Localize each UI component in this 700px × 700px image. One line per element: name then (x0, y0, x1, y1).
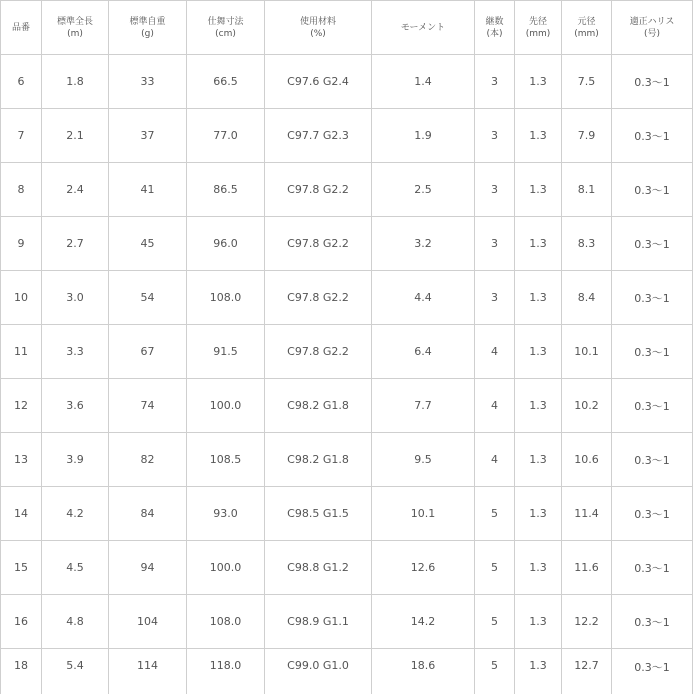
table-cell: C98.5 G1.5 (265, 487, 372, 541)
table-row (1, 217, 693, 271)
table-cell: 7.7 (372, 379, 475, 433)
table-row (1, 109, 693, 163)
table-cell: 4.8 (42, 595, 109, 649)
table-cell: 118.0 (187, 649, 265, 695)
table-cell: C98.2 G1.8 (265, 433, 372, 487)
table-row (1, 649, 693, 695)
table-cell: 3 (475, 109, 515, 163)
header-text: (mm) (525, 28, 551, 39)
table-row (1, 433, 693, 487)
table-cell: 37 (109, 109, 187, 163)
table-cell: 4.5 (42, 541, 109, 595)
table-cell: 1.3 (515, 163, 562, 217)
table-cell: 10.1 (372, 487, 475, 541)
table-cell: 10.6 (562, 433, 612, 487)
table-cell: 5 (475, 541, 515, 595)
header-text: 標準自重 (129, 16, 166, 27)
header-text: (m) (67, 28, 83, 39)
table-cell: 1.3 (515, 379, 562, 433)
table-row (1, 163, 693, 217)
table-cell: C97.8 G2.2 (265, 163, 372, 217)
header-text: 元径 (577, 16, 596, 27)
table-cell: C98.9 G1.1 (265, 595, 372, 649)
header-text: 継数 (485, 16, 504, 27)
table-cell: 1.3 (515, 325, 562, 379)
table-cell: 1.3 (515, 109, 562, 163)
table-cell: 108.0 (187, 271, 265, 325)
table-cell: C98.8 G1.2 (265, 541, 372, 595)
table-cell: 3.6 (42, 379, 109, 433)
table-row (1, 379, 693, 433)
table-cell: 0.3〜1 (612, 379, 693, 433)
table-cell: 3.9 (42, 433, 109, 487)
table-cell: 0.3〜1 (612, 487, 693, 541)
header-text: 適正ハリス (629, 16, 675, 27)
table-cell: 1.8 (42, 55, 109, 109)
header-text: 品番 (11, 22, 30, 33)
table-cell: 12.2 (562, 595, 612, 649)
table-cell: 0.3〜1 (612, 163, 693, 217)
table-cell: 10.1 (562, 325, 612, 379)
table-cell: 0.3〜1 (612, 541, 693, 595)
table-cell: 10.2 (562, 379, 612, 433)
spec-table-header (1, 1, 693, 55)
table-cell: 11.4 (562, 487, 612, 541)
spec-table-body (1, 55, 693, 695)
table-cell: 45 (109, 217, 187, 271)
table-cell: 8.1 (562, 163, 612, 217)
table-row (1, 325, 693, 379)
table-cell: 11 (1, 325, 42, 379)
table-cell: 4 (475, 433, 515, 487)
table-cell: 94 (109, 541, 187, 595)
table-cell: 0.3〜1 (612, 55, 693, 109)
header-text: (号) (643, 28, 661, 39)
table-cell: 4 (475, 379, 515, 433)
header-row (1, 1, 693, 55)
table-cell: 12.6 (372, 541, 475, 595)
table-cell: 1.3 (515, 271, 562, 325)
header-text: (cm) (215, 28, 236, 39)
table-cell: 8.4 (562, 271, 612, 325)
table-cell: 15 (1, 541, 42, 595)
table-cell: 8.3 (562, 217, 612, 271)
table-row (1, 487, 693, 541)
table-cell: 3.3 (42, 325, 109, 379)
table-cell: 13 (1, 433, 42, 487)
header-line-size (612, 1, 693, 55)
header-base-diameter (562, 1, 612, 55)
table-cell: 0.3〜1 (612, 271, 693, 325)
table-cell: 5 (475, 649, 515, 695)
table-row (1, 55, 693, 109)
header-closed-length (187, 1, 265, 55)
table-cell: 2.1 (42, 109, 109, 163)
table-cell: 9.5 (372, 433, 475, 487)
header-length (42, 1, 109, 55)
table-cell: 14 (1, 487, 42, 541)
table-cell: 9 (1, 217, 42, 271)
table-cell: 7.5 (562, 55, 612, 109)
table-cell: 1.3 (515, 217, 562, 271)
table-cell: 91.5 (187, 325, 265, 379)
table-cell: 82 (109, 433, 187, 487)
table-cell: 1.3 (515, 541, 562, 595)
table-cell: 3 (475, 163, 515, 217)
header-material (265, 1, 372, 55)
table-cell: C97.7 G2.3 (265, 109, 372, 163)
table-cell: 0.3〜1 (612, 649, 693, 695)
table-cell: 96.0 (187, 217, 265, 271)
table-cell: 1.3 (515, 433, 562, 487)
header-text: 標準全長 (56, 16, 93, 27)
table-cell: 16 (1, 595, 42, 649)
table-cell: 8 (1, 163, 42, 217)
table-cell: 14.2 (372, 595, 475, 649)
table-cell: 18.6 (372, 649, 475, 695)
table-cell: 7 (1, 109, 42, 163)
table-cell: 104 (109, 595, 187, 649)
table-cell: 4 (475, 325, 515, 379)
table-cell: 114 (109, 649, 187, 695)
table-cell: 0.3〜1 (612, 325, 693, 379)
header-text: (本) (486, 28, 503, 39)
header-text: 先径 (528, 16, 547, 27)
table-cell: 100.0 (187, 541, 265, 595)
table-cell: 84 (109, 487, 187, 541)
table-row (1, 541, 693, 595)
table-cell: 10 (1, 271, 42, 325)
table-cell: C97.8 G2.2 (265, 271, 372, 325)
header-moment (372, 1, 475, 55)
table-row (1, 595, 693, 649)
table-cell: 0.3〜1 (612, 217, 693, 271)
table-cell: C99.0 G1.0 (265, 649, 372, 695)
table-cell: 3 (475, 55, 515, 109)
table-cell: 100.0 (187, 379, 265, 433)
table-cell: 108.5 (187, 433, 265, 487)
header-text: (mm) (574, 28, 599, 39)
table-cell: 67 (109, 325, 187, 379)
table-cell: 66.5 (187, 55, 265, 109)
table-cell: 3 (475, 271, 515, 325)
table-cell: 0.3〜1 (612, 433, 693, 487)
table-cell: 93.0 (187, 487, 265, 541)
header-text: 仕舞寸法 (207, 16, 244, 27)
table-cell: 6.4 (372, 325, 475, 379)
table-cell: 12 (1, 379, 42, 433)
table-cell: C97.6 G2.4 (265, 55, 372, 109)
table-cell: C97.8 G2.2 (265, 217, 372, 271)
table-cell: 3 (475, 217, 515, 271)
table-cell: 86.5 (187, 163, 265, 217)
table-row (1, 271, 693, 325)
table-cell: 7.9 (562, 109, 612, 163)
header-text: モーメント (400, 22, 446, 33)
table-cell: 1.3 (515, 649, 562, 695)
header-weight (109, 1, 187, 55)
header-text: (%) (310, 28, 326, 39)
table-cell: C97.8 G2.2 (265, 325, 372, 379)
table-cell: 1.3 (515, 595, 562, 649)
table-cell: 5 (475, 595, 515, 649)
table-cell: 6 (1, 55, 42, 109)
table-cell: 4.4 (372, 271, 475, 325)
table-cell: 74 (109, 379, 187, 433)
header-text: (g) (141, 28, 154, 39)
table-cell: 0.3〜1 (612, 109, 693, 163)
table-cell: 3.0 (42, 271, 109, 325)
table-cell: 0.3〜1 (612, 595, 693, 649)
table-cell: 12.7 (562, 649, 612, 695)
header-sections (475, 1, 515, 55)
table-cell: 18 (1, 649, 42, 695)
table-cell: 77.0 (187, 109, 265, 163)
header-tip-diameter (515, 1, 562, 55)
table-cell: 5.4 (42, 649, 109, 695)
header-text: 使用材料 (299, 16, 336, 27)
table-cell: 1.3 (515, 55, 562, 109)
header-part-number (1, 1, 42, 55)
table-cell: C98.2 G1.8 (265, 379, 372, 433)
table-cell: 5 (475, 487, 515, 541)
table-cell: 2.4 (42, 163, 109, 217)
table-cell: 1.4 (372, 55, 475, 109)
table-cell: 2.5 (372, 163, 475, 217)
table-cell: 4.2 (42, 487, 109, 541)
table-cell: 108.0 (187, 595, 265, 649)
table-cell: 1.9 (372, 109, 475, 163)
table-cell: 41 (109, 163, 187, 217)
table-cell: 11.6 (562, 541, 612, 595)
table-cell: 2.7 (42, 217, 109, 271)
table-cell: 3.2 (372, 217, 475, 271)
table-cell: 33 (109, 55, 187, 109)
table-cell: 54 (109, 271, 187, 325)
table-cell: 1.3 (515, 487, 562, 541)
